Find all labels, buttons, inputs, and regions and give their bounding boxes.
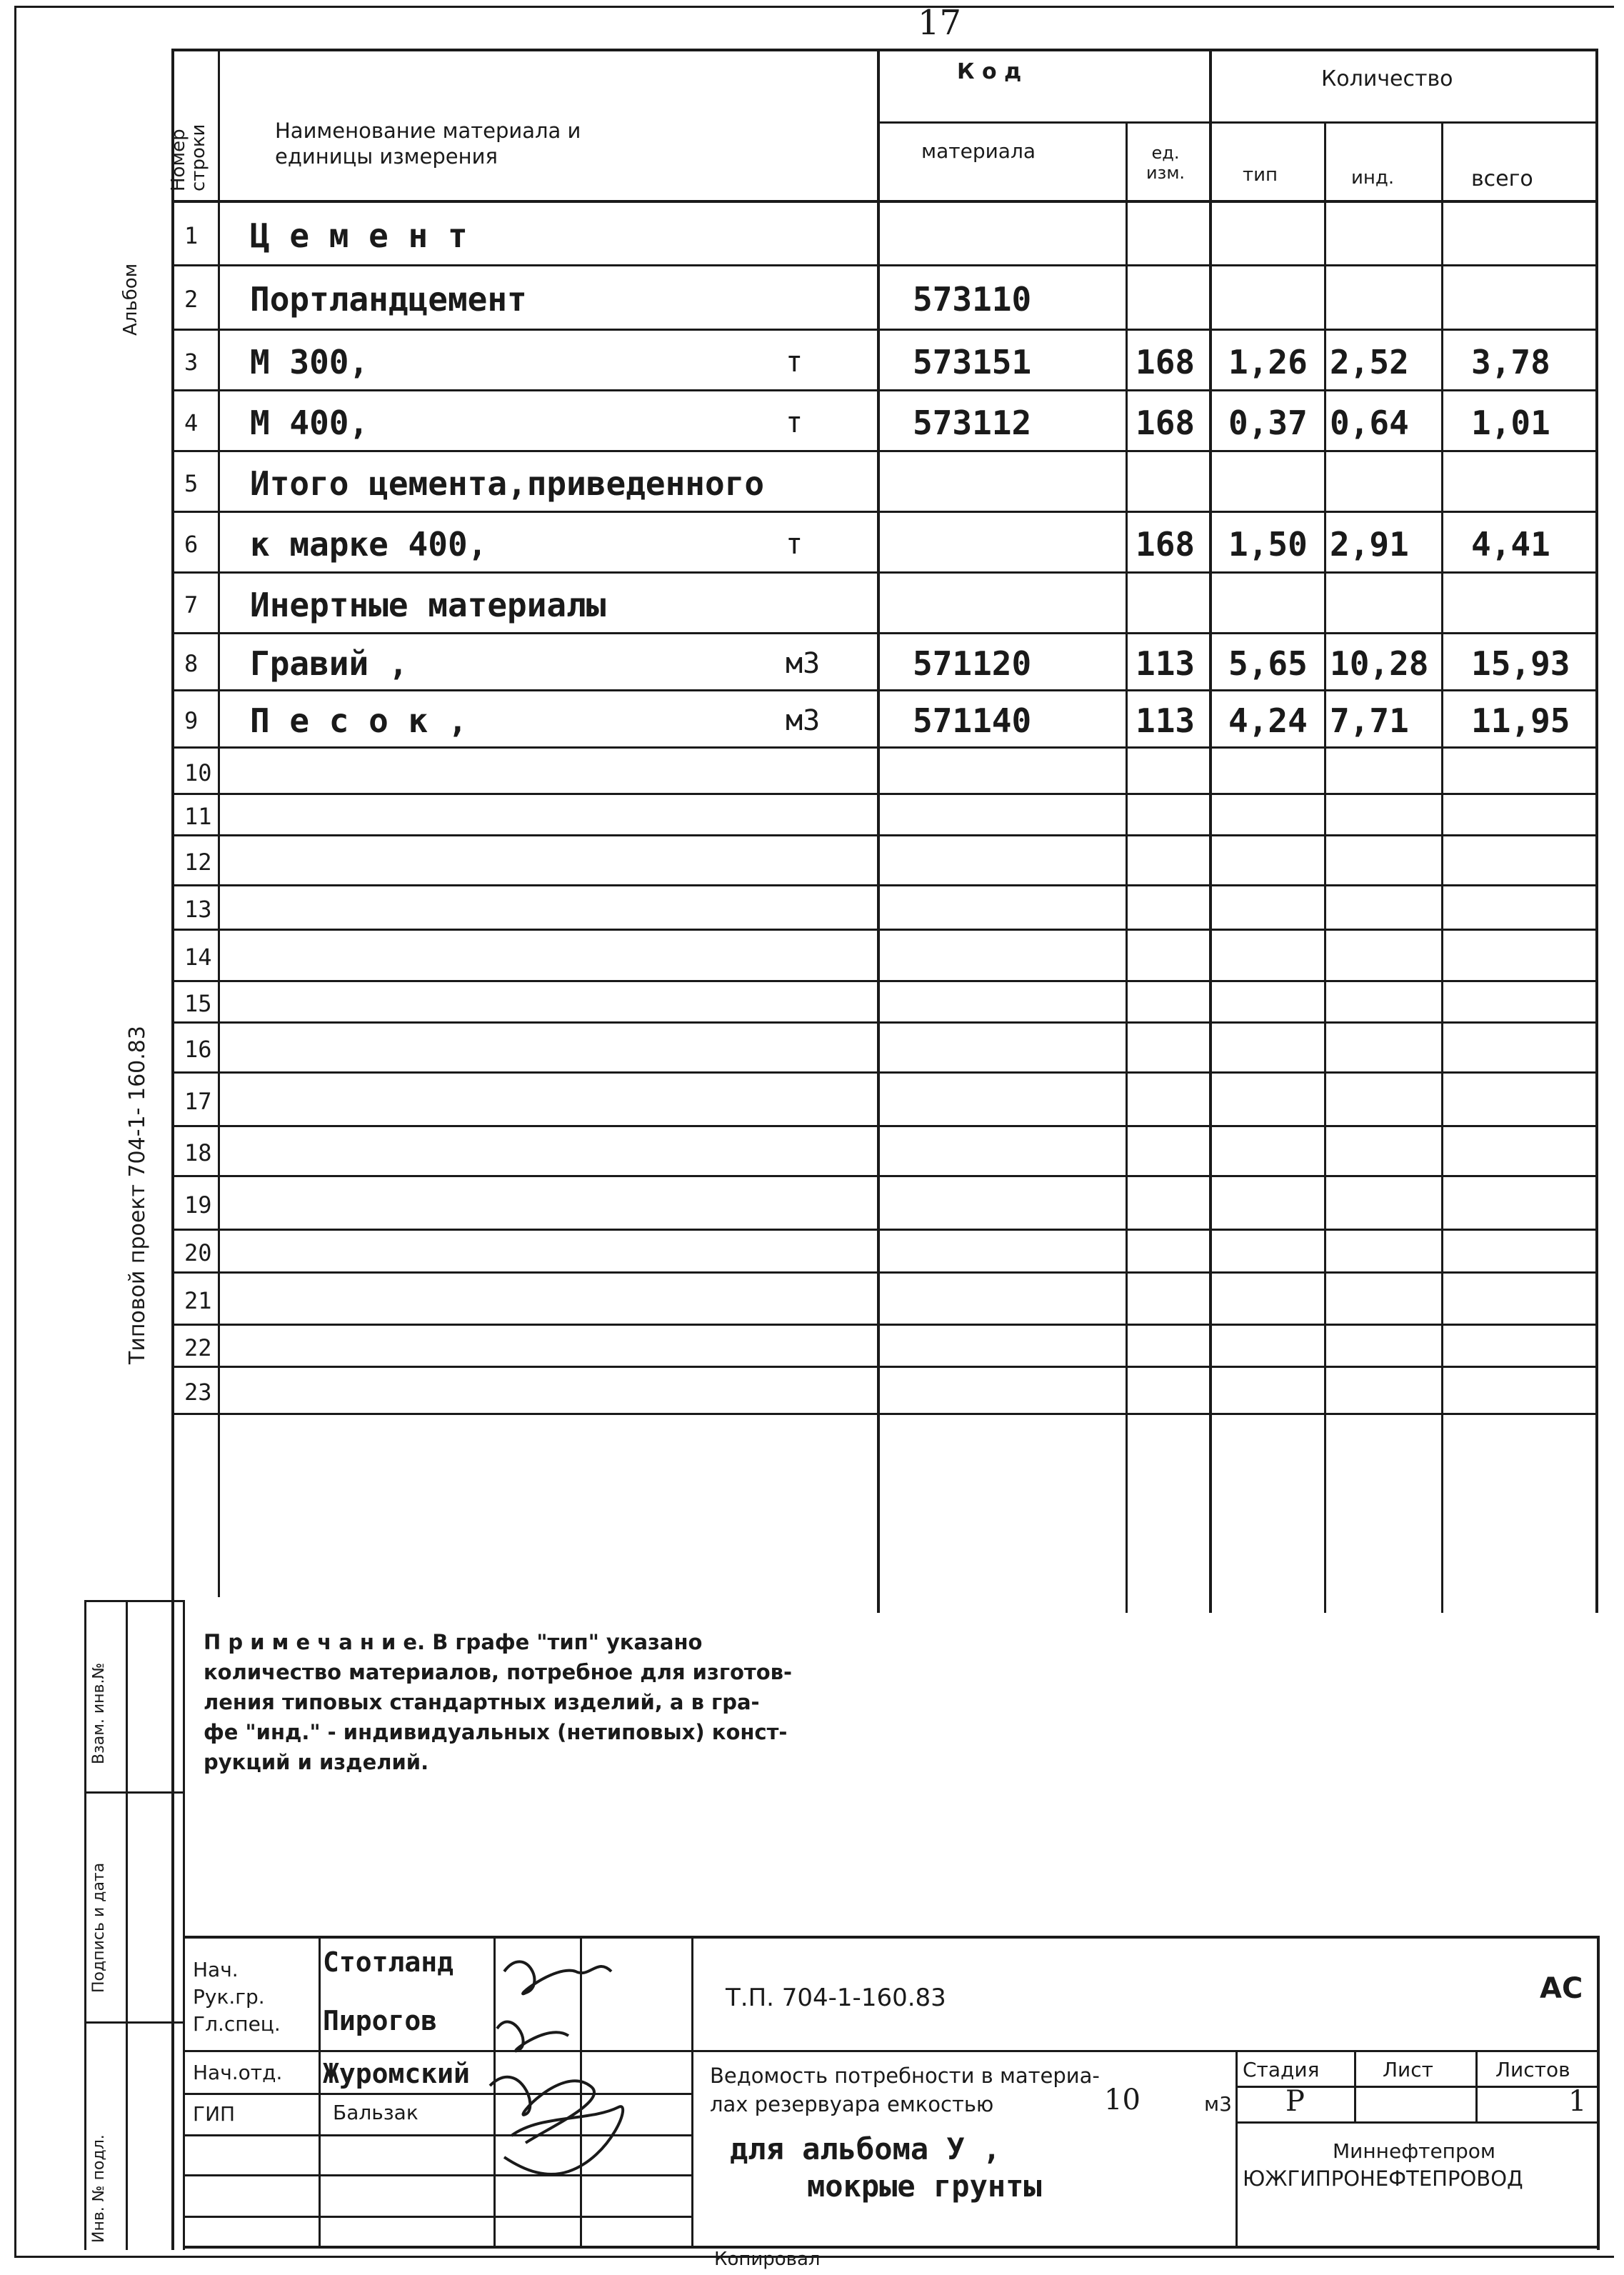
row-ind: 0,64 [1330, 403, 1409, 442]
tb-line [1475, 2050, 1478, 2123]
header-code-unit: ед. изм. [1146, 143, 1186, 183]
row-n: 18 [184, 1139, 212, 1166]
row-n: 19 [184, 1191, 212, 1219]
col-line [1126, 121, 1128, 1613]
header-quantity: Количество [1321, 66, 1453, 91]
header-code-material: материала [921, 139, 1036, 163]
row-line [171, 450, 1598, 452]
row-line [171, 1324, 1598, 1326]
sheets-label: Листов [1495, 2058, 1570, 2081]
stage-label: Стадия [1243, 2058, 1320, 2081]
row-unit: т [786, 527, 803, 561]
stage-value: Р [1285, 2085, 1305, 2118]
ministry: Миннефтепром [1333, 2139, 1496, 2163]
row-code: 571120 [913, 644, 1032, 683]
doc-code: Т.П. 704-1-160.83 [726, 1984, 946, 2012]
sheets-value: 1 [1568, 2085, 1587, 2118]
row-ucode: 168 [1136, 342, 1196, 381]
tb-line [1235, 2121, 1600, 2124]
name-line-2: мокрые грунты [807, 2169, 1042, 2204]
album-label: Альбом [120, 263, 141, 336]
row-code: 573110 [913, 280, 1032, 319]
stamp-row-line [84, 1791, 184, 1794]
row-line [171, 1175, 1598, 1177]
row-n: 6 [184, 530, 199, 558]
row-ind: 10,28 [1330, 644, 1429, 683]
table-right-border [1595, 49, 1598, 1613]
capacity-unit: м3 [1204, 2092, 1232, 2116]
row-name: П е с о к , [250, 701, 468, 740]
capacity: 10 [1104, 2084, 1141, 2116]
row-typ: 1,50 [1228, 524, 1308, 564]
footer-copied: Копировал [714, 2249, 821, 2270]
role-5: ГИП [193, 2102, 236, 2126]
sign-date-label: Подпись и дата [90, 1862, 108, 1993]
note-line: количество материалов, потребное для изготов- [204, 1660, 793, 1684]
row-line [171, 329, 1598, 331]
row-unit: м3 [786, 704, 821, 737]
sheet-number: 17 [918, 3, 962, 43]
name-line-1: для альбома У , [730, 2131, 1001, 2166]
row-line [171, 632, 1598, 634]
row-n: 21 [184, 1286, 212, 1314]
row-typ: 0,37 [1228, 403, 1308, 442]
row-line [171, 1125, 1598, 1127]
row-total: 1,01 [1471, 403, 1550, 442]
row-code: 573112 [913, 403, 1032, 442]
tb-line [1354, 2050, 1356, 2123]
row-typ: 5,65 [1228, 644, 1308, 683]
header-qty-typ: тип [1243, 164, 1278, 186]
note-block [204, 1627, 918, 1777]
tb-line [319, 1936, 321, 2247]
row-unit: т [786, 345, 803, 379]
row-n: 17 [184, 1087, 212, 1115]
row-total: 11,95 [1471, 701, 1570, 740]
row-line [171, 746, 1598, 749]
col-line [877, 49, 880, 1613]
row-n: 23 [184, 1379, 212, 1406]
row-line [171, 1413, 1598, 1415]
row-unit: т [786, 406, 803, 439]
row-ind: 2,91 [1330, 524, 1409, 564]
stamp-row-line [84, 1600, 184, 1602]
desc-line-1: Ведомость потребности в материа- [710, 2064, 1100, 2088]
sheet-label: Лист [1383, 2058, 1433, 2081]
row-n: 5 [184, 469, 199, 497]
role-3: Гл.спец. [193, 2012, 281, 2036]
row-line [171, 1071, 1598, 1074]
note-line: фе "инд." - индивидуальных (нетиповых) конст- [204, 1720, 788, 1744]
row-line [171, 264, 1598, 266]
table-left-border [171, 49, 174, 2250]
header-qty-total: всего [1471, 166, 1533, 191]
row-name: к марке 400, [250, 524, 488, 564]
row-n: 20 [184, 1239, 212, 1266]
row-name: М 400, [250, 403, 369, 442]
row-n: 16 [184, 1036, 212, 1063]
note-line: рукций и изделий. [204, 1750, 429, 1774]
row-n: 10 [184, 759, 212, 786]
stamp-row-line [84, 2021, 184, 2024]
row-line [171, 980, 1598, 982]
col-line [1324, 121, 1326, 1613]
role-1: Нач. [193, 1958, 239, 1981]
row-code: 571140 [913, 701, 1032, 740]
row-ucode: 113 [1136, 701, 1196, 740]
row-n: 1 [184, 222, 199, 249]
name-4: Журомский [323, 2058, 470, 2089]
row-name: Итого цемента,приведенного [250, 464, 765, 503]
role-4: Нач.отд. [193, 2061, 283, 2084]
row-code: 573151 [913, 342, 1032, 381]
col-line [218, 49, 220, 1597]
row-name: Портландцемент [250, 280, 527, 319]
row-line [171, 571, 1598, 574]
header-qty-ind: инд. [1351, 167, 1395, 189]
row-total: 15,93 [1471, 644, 1570, 683]
row-line [171, 1021, 1598, 1024]
row-total: 3,78 [1471, 342, 1550, 381]
col-line [1441, 121, 1443, 1613]
row-name: Гравий , [250, 644, 408, 683]
row-n: 9 [184, 707, 199, 734]
row-line [171, 834, 1598, 836]
note-line: П р и м е ч а н и е. В графе "тип" указано [204, 1630, 703, 1654]
stamp-col-line [126, 1600, 128, 2250]
row-n: 15 [184, 990, 212, 1017]
signature-scribbles [483, 1943, 697, 2214]
role-2: Рук.гр. [193, 1985, 265, 2009]
row-n: 13 [184, 896, 212, 923]
row-n: 7 [184, 591, 199, 619]
row-line [171, 793, 1598, 795]
row-line [171, 1366, 1598, 1368]
frame-left [14, 6, 16, 2256]
project-label: Типовой проект 704-1- 160.83 [125, 1026, 150, 1364]
row-line [171, 689, 1598, 691]
header-material-name: Наименование материала и единицы измерения [275, 119, 581, 169]
row-n: 14 [184, 944, 212, 971]
name-2: Пирогов [323, 2005, 438, 2036]
row-unit: м3 [786, 647, 821, 680]
row-line [171, 511, 1598, 513]
row-total: 4,41 [1471, 524, 1550, 564]
name-5: Бальзак [333, 2101, 418, 2124]
replaced-inv-label: Взам. инв.№ [90, 1662, 108, 1764]
col-line [1209, 49, 1212, 1613]
row-line [171, 929, 1598, 931]
tb-line [1235, 2050, 1238, 2247]
row-name: М 300, [250, 342, 369, 381]
row-typ: 1,26 [1228, 342, 1308, 381]
title-block [183, 1936, 1598, 2250]
tb-line [183, 2216, 693, 2218]
inv-no-label: Инв. № подл. [90, 2134, 108, 2243]
name-1: Стотланд [323, 1946, 454, 1978]
row-n: 11 [184, 803, 212, 830]
desc-line-2: лах резервуара емкостью [710, 2092, 994, 2116]
row-n: 3 [184, 348, 199, 376]
row-name: Инертные материалы [250, 585, 606, 624]
tb-line [183, 2246, 1600, 2249]
hdr-line [171, 200, 1598, 203]
doc-mark: АС [1540, 1972, 1583, 2005]
organization: ЮЖГИПРОНЕФТЕПРОВОД [1243, 2166, 1523, 2191]
row-ucode: 168 [1136, 403, 1196, 442]
row-n: 4 [184, 409, 199, 436]
row-n: 22 [184, 1334, 212, 1361]
row-line [171, 884, 1598, 886]
row-n: 12 [184, 849, 212, 876]
hdr-line [877, 121, 1598, 124]
row-line [171, 1271, 1598, 1274]
row-typ: 4,24 [1228, 701, 1308, 740]
tb-line [691, 2050, 1600, 2052]
table-top-border [171, 49, 1598, 51]
row-n: 8 [184, 650, 199, 677]
frame-top [14, 6, 1614, 8]
tb-line [1597, 1936, 1600, 2250]
stamp-col-line [84, 1600, 86, 2250]
tb-line [183, 1936, 1598, 1939]
note-line: ления типовых стандартных изделий, а в гра- [204, 1690, 760, 1714]
header-code: К о д [957, 59, 1022, 84]
header-row-number: Номер строки [168, 124, 209, 191]
row-ucode: 113 [1136, 644, 1196, 683]
row-name: Ц е м е н т [250, 216, 468, 255]
row-line [171, 389, 1598, 391]
row-n: 2 [184, 286, 199, 313]
row-line [171, 1229, 1598, 1231]
row-ucode: 168 [1136, 524, 1196, 564]
row-ind: 2,52 [1330, 342, 1409, 381]
row-ind: 7,71 [1330, 701, 1409, 740]
